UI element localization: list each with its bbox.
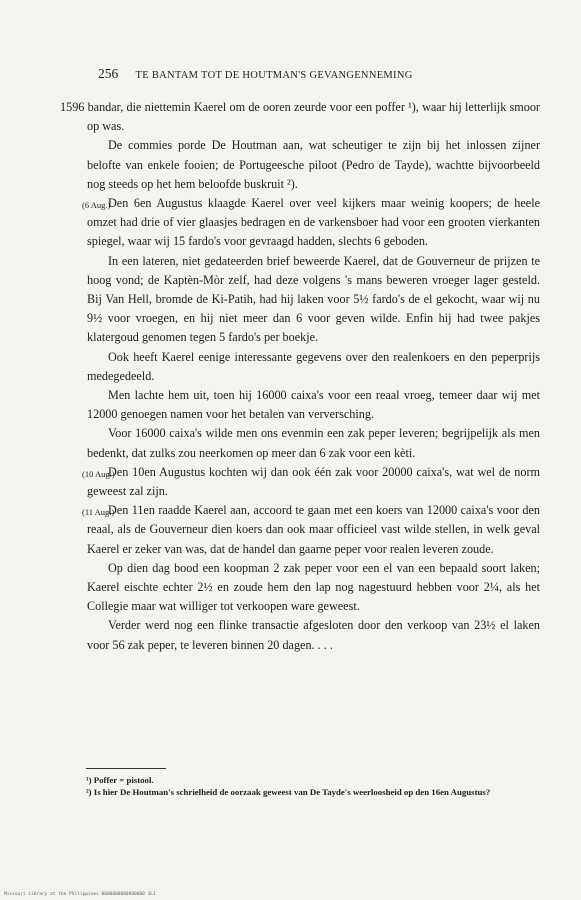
paragraph: [82, 194, 540, 252]
paragraph: 1596 bandar, die niettemin Kaerel om de ooren zeurde voor een poffer ¹), waar hij letterlijk smoor op was.: [60, 100, 540, 134]
margin-date-note: (6 Aug.): [82, 200, 111, 211]
margin-date-note: (11 Aug.): [82, 507, 115, 518]
paragraph: Men lachte hem uit, toen hij 16000 caixa's voor een reaal vroeg, temeer daar wij met 12000 genoegen namen voor het betalen van verversching.: [87, 388, 540, 422]
page-header: [98, 66, 498, 82]
paragraph-text: Den 6en Augustus klaagde Kaerel over veel kijkers maar weinig koopers; de heele omzet had drie of vier glaasjes bedragen en de varkensboer had voor een grooten vierkanten spiegel, waar wij 15 fardo's voor gevraagd hadden, slechts 6 geboden.: [87, 196, 540, 249]
paragraph: In een lateren, niet gedateerden brief beweerde Kaerel, dat de Gouverneur de prijzen te hoog vond; de Kaptèn-Mòr zelf, had deze volgens 's mans beweren vroeger lager gesteld. Bij Van Hell, bromde de Ki-Patih, had hij laken voor 5½ fardo's de el gekocht, waar wij nu 9½ voor vroegen, en hij niet meer dan 6 voor geven wilde. Enfin hij had twee pakjes klatergoud genomen tegen 5 fardo's per boekje.: [87, 253, 540, 345]
paragraph: De commies porde De Houtman aan, wat scheutiger te zijn bij het inlossen zijner belofte van enkele fooien; de Portugeesche piloot (Pedro de Tayde), wachtte bijvoorbeeld nog steeds op het hem beloofde buskruit ²).: [87, 138, 540, 191]
paragraph: [82, 463, 540, 501]
paragraph: Voor 16000 caixa's wilde men ons evenmin een zak peper leveren; begrijpelijk als men bedenkt, dat zulks zou neerkomen op meer dan 6 zak voor een kèti.: [87, 426, 540, 460]
paragraph: [82, 501, 540, 559]
running-title: TE BANTAM TOT DE HOUTMAN'S GEVANGENNEMING: [135, 70, 413, 81]
scan-credit: Missouri Library at the Philippines 0000000000000000 1L1: [4, 892, 156, 897]
page-body: [60, 98, 540, 655]
paragraph: Verder werd nog een flinke transactie afgesloten door den verkoop van 23½ el laken voor 56 zak peper, te leveren binnen 20 dagen. . . .: [87, 618, 540, 652]
footnote: ²) Is hier De Houtman's schrielheid de oorzaak geweest van De Tayde's weerloosheid op den 16en Augustus?: [86, 787, 491, 797]
paragraph-text: Den 10en Augustus kochten wij dan ook één zak voor 20000 caixa's, wat wel de norm geweest zal zijn.: [87, 464, 540, 499]
footnote: ¹) Poffer = pistool.: [86, 775, 154, 785]
paragraph-block: [60, 136, 540, 654]
page-number: 256: [98, 66, 119, 81]
footnote-divider: [86, 768, 166, 769]
paragraph: Ook heeft Kaerel eenige interessante gegevens over den realenkoers en den peperprijs medegedeeld.: [87, 349, 540, 383]
paragraph-text: Den 11en raadde Kaerel aan, accoord te gaan met een koers van 12000 caixa's voor den reaal, als de Gouverneur dien koers dan ook maar officieel vast wilde stellen, in welk geval Kaerel er zeker van was, dat de handel dan gaarne peper voor realen leveren zoude.: [87, 503, 540, 556]
paragraph: Op dien dag bood een koopman 2 zak peper voor een el van een bepaald soort laken; Kaerel eischte echter 2½ en zoude hem den lap nog nagestuurd hebben voor 2¼, als het Collegie maar wat williger tot verkoopen ware geweest.: [87, 560, 540, 614]
footnotes: [86, 774, 536, 798]
margin-date-note: (10 Aug.): [82, 468, 115, 479]
